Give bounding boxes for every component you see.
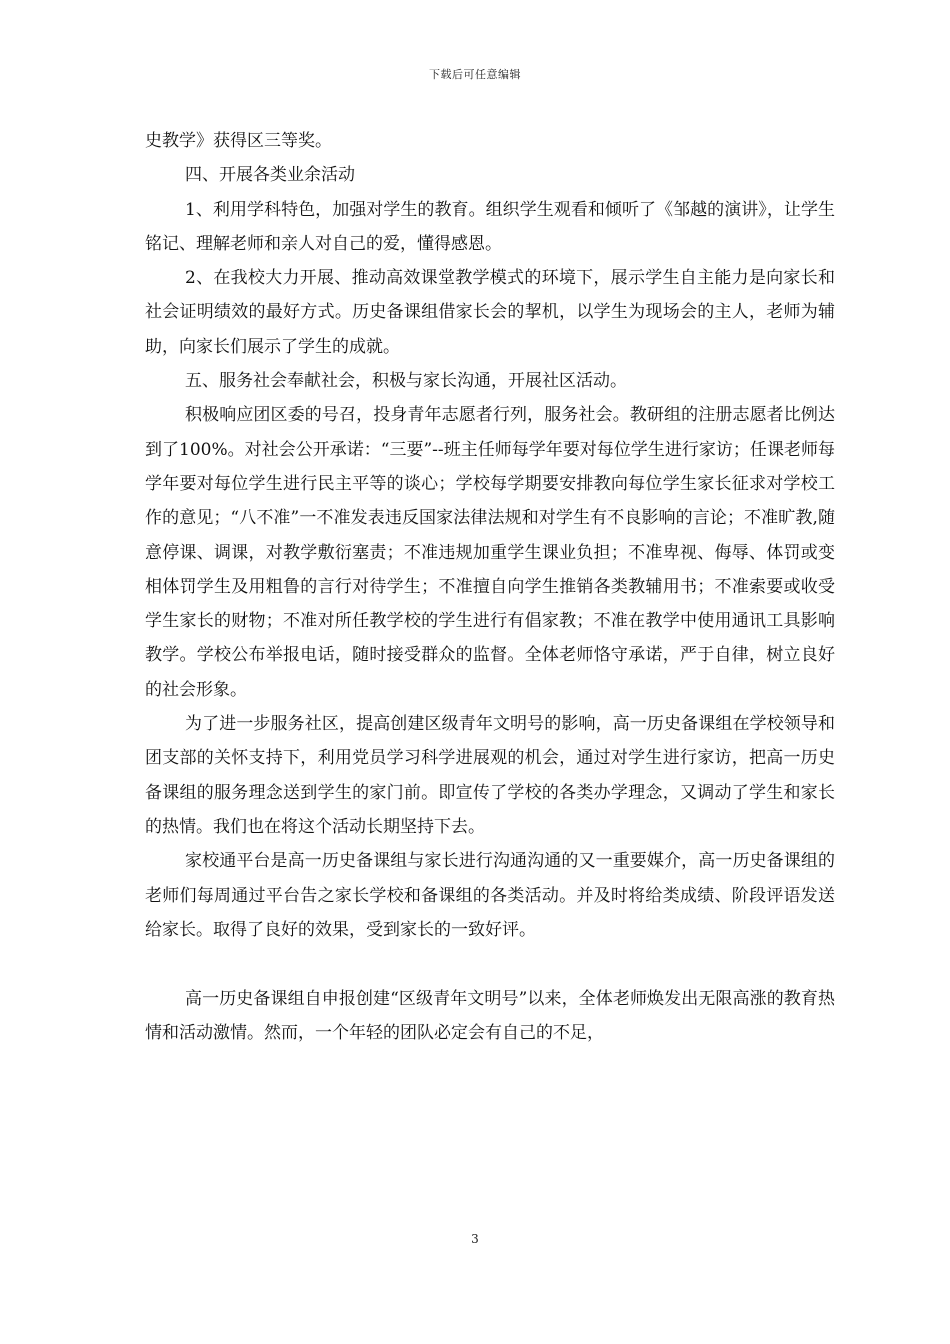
paragraph-home-school-platform: 家校通平台是高一历史备课组与家长进行沟通沟通的又一重要媒介，高一历史备课组的老师们每周通过平台告之家长学校和备课组的各类活动。并及时将给类成绩、阶段评语发送给家长。取得了良好的效果，受到家长的一致好评。 — [145, 851, 835, 940]
paragraph-community-home-visits: 为了进一步服务社区，提高创建区级青年文明号的影响，高一历史备课组在学校领导和团支部的关怀支持下，利用党员学习科学进展观的机会，通过对学生进行家访，把高一历史备课组的服务理念送到学生的家门前。即宣传了学校的各类办学理念，又调动了学生和家长的热情。我们也在将这个活动长期坚持下去。 — [145, 714, 835, 837]
paragraph-volunteer-commitment: 积极响应团区委的号召，投身青年志愿者行列，服务社会。教研组的注册志愿者比例达到了100%。对社会公开承诺：“三要”--班主任师每学年要对每位学生进行家访；任课老师每学年要对每位学生进行民主平等的谈心；学校每学期要安排教向每位学生家长征求对学校工作的意见；“八不准”一不准发表违反国家法律法规和对学生有不良影响的言论；不准旷教,随意停课、调课，对教学敷衍塞责；不准违规加重学生课业负担；不准卑视、侮辱、体罚或变相体罚学生及用粗鲁的言行对待学生；不准擅自向学生推销各类教辅用书；不准索要或收受学生家长的财物；不准对所任教学校的学生进行有倡家教；不准在教学中使用通讯工具影响教学。学校公布举报电话，随时接受群众的监督。全体老师恪守承诺，严于自律，树立良好的社会形象。 — [145, 405, 835, 700]
page-header: 下载后可任意编辑 — [429, 68, 521, 81]
page-number: 3 — [471, 1232, 479, 1246]
document-body — [145, 124, 835, 1051]
section-heading-activities: 四、开展各类业余活动 — [185, 165, 355, 186]
paragraph-award-continuation: 史教学》获得区三等奖。 — [145, 131, 332, 151]
section-heading-community-service: 五、服务社会奉献社会，积极与家长沟通，开展社区活动。 — [185, 371, 627, 392]
paragraph-efficient-classroom: 2、在我校大力开展、推动高效课堂教学模式的环境下，展示学生自主能力是向家长和社会证明绩效的最好方式。历史备课组借家长会的挈机，以学生为现场会的主人，老师为辅助，向家长们展示了学生的成就。 — [145, 268, 835, 357]
paragraph-summary: 高一历史备课组自申报创建“区级青年文明号”以来，全体老师焕发出无限高涨的教育热情和活动激情。然而，一个年轻的团队必定会有自己的不足， — [145, 989, 835, 1044]
paragraph-subject-education: 1、利用学科特色，加强对学生的教育。组织学生观看和倾听了《邹越的演讲》，让学生铭记、理解老师和亲人对自己的爱，懂得感恩。 — [145, 199, 835, 254]
